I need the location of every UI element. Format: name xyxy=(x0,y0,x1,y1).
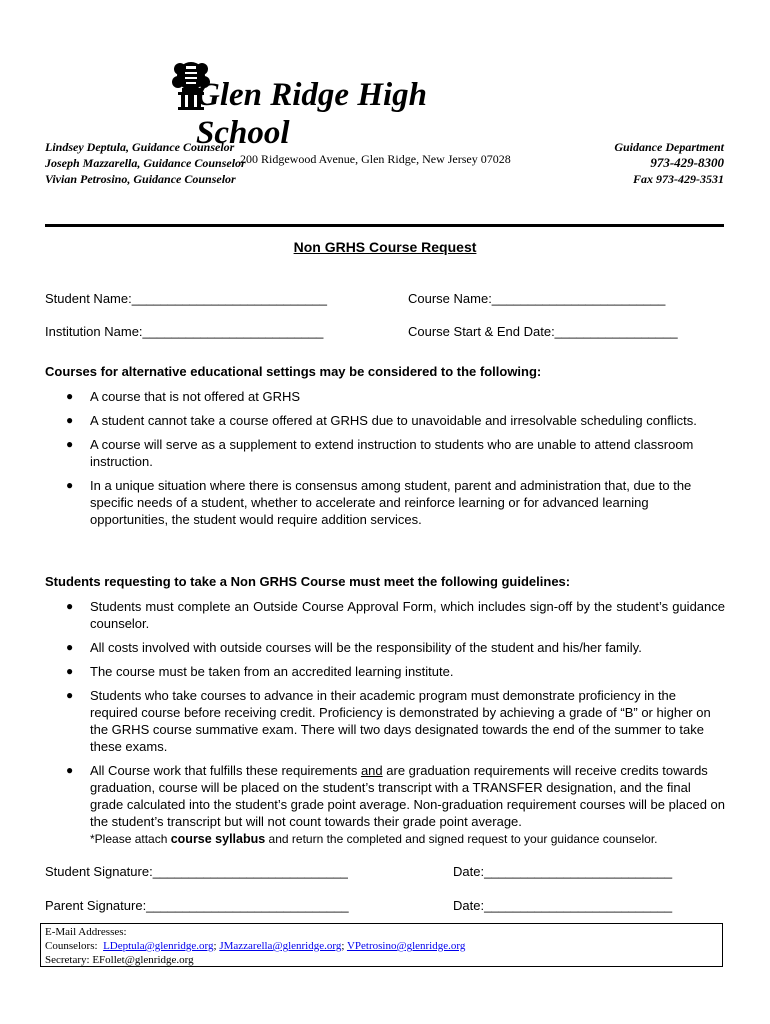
list-item: ● A student cannot take a course offered at GRHS due to unavoidable and irresolvable scheduling conflicts. xyxy=(66,413,697,428)
email-link[interactable]: LDeptula@glenridge.org xyxy=(103,940,214,952)
student-name-field[interactable]: Student Name:___________________________ xyxy=(45,291,327,306)
bullet-icon: ● xyxy=(66,599,74,613)
bullet-icon: ● xyxy=(66,688,74,702)
counselor-list xyxy=(45,139,246,187)
bullet-icon: ● xyxy=(66,389,74,403)
parent-signature-field[interactable]: Parent Signature:____________________________ xyxy=(45,898,349,913)
course-dates-field[interactable]: Course Start & End Date:_________________ xyxy=(408,324,678,339)
section-heading: Courses for alternative educational settings may be considered to the following: xyxy=(45,364,542,379)
list-item: ● A course that is not offered at GRHS xyxy=(66,389,301,404)
institution-name-field[interactable]: Institution Name:_________________________ xyxy=(45,324,324,339)
list-item: ● The course must be taken from an accredited learning institute. xyxy=(66,664,454,679)
parent-date-field[interactable]: Date:__________________________ xyxy=(453,898,673,913)
counselor-emails: Counselors: LDeptula@glenridge.org; JMazzarella@glenridge.org; VPetrosino@glenridge.org xyxy=(45,940,466,952)
bullet-icon: ● xyxy=(66,478,74,492)
criteria-list xyxy=(45,388,725,535)
course-name-field[interactable]: Course Name:________________________ xyxy=(408,291,666,306)
department-phone: 973-429-8300 xyxy=(650,155,724,170)
list-item: ● Students who take courses to advance in their academic program must demonstrate proficiency in the required course before receiving credit. Proficiency is demonstrated by achieving a grade of “B” or higher on the GRHS course summative exam. There will two days designated towards the end of the summer to take these exams. xyxy=(66,688,711,754)
list-item: ● All costs involved with outside courses will be the responsibility of the student and his/her family. xyxy=(66,640,642,655)
department-fax: Fax 973-429-3531 xyxy=(633,172,724,186)
counselor-name: Vivian Petrosino, Guidance Counselor xyxy=(45,172,236,186)
list-item: ● A course will serve as a supplement to extend instruction to students who are unable to attend classroom instruction. xyxy=(66,437,694,469)
counselor-name: Lindsey Deptula, Guidance Counselor xyxy=(45,140,235,154)
secretary-email: Secretary: EFollet@glenridge.org xyxy=(45,954,194,966)
department-name: Guidance Department xyxy=(614,140,724,154)
counselor-name: Joseph Mazzarella, Guidance Counselor xyxy=(45,156,246,170)
form-title: Non GRHS Course Request xyxy=(293,239,477,255)
list-item: ● In a unique situation where there is consensus among student, parent and administration that, due to the specific needs of a student, whether to accelerate and reinforce learning or for advanced learning opportunities, the student would require addition services. xyxy=(66,478,692,527)
section-heading: Students requesting to take a Non GRHS Course must meet the following guidelines: xyxy=(45,574,571,589)
guidance-department-contact xyxy=(614,139,724,187)
bullet-icon: ● xyxy=(66,664,74,678)
email-footer xyxy=(40,923,723,967)
syllabus-note: *Please attach course syllabus and return the completed and signed request to your guidance counselor. xyxy=(90,832,658,846)
bullet-icon: ● xyxy=(66,640,74,654)
list-item: ● All Course work that fulfills these requirements and are graduation requirements will receive credits towards graduation, course will be placed on the student’s transcript with a TRANSFER designation, and the final grade calculated into the student’s grade point average. Non-graduation requirement courses will be placed on the student’s transcript but will not count towards their grade point average. xyxy=(66,763,725,829)
list-item: ● Students must complete an Outside Course Approval Form, which includes sign-off by the student’s guidance counselor. xyxy=(66,599,725,631)
bullet-icon: ● xyxy=(66,763,74,777)
bullet-icon: ● xyxy=(66,413,74,427)
school-address: 200 Ridgewood Avenue, Glen Ridge, New Jersey 07028 xyxy=(240,152,511,166)
email-link[interactable]: VPetrosino@glenridge.org xyxy=(346,940,466,952)
school-name: Glen Ridge High School xyxy=(196,77,428,151)
email-link[interactable]: JMazzarella@glenridge.org xyxy=(219,940,342,952)
email-label: E-Mail Addresses: xyxy=(45,926,127,938)
bullet-icon: ● xyxy=(66,437,74,451)
guidelines-list xyxy=(45,598,725,837)
student-date-field[interactable]: Date:__________________________ xyxy=(453,864,673,879)
header-divider xyxy=(45,224,724,227)
student-signature-field[interactable]: Student Signature:___________________________ xyxy=(45,864,348,879)
